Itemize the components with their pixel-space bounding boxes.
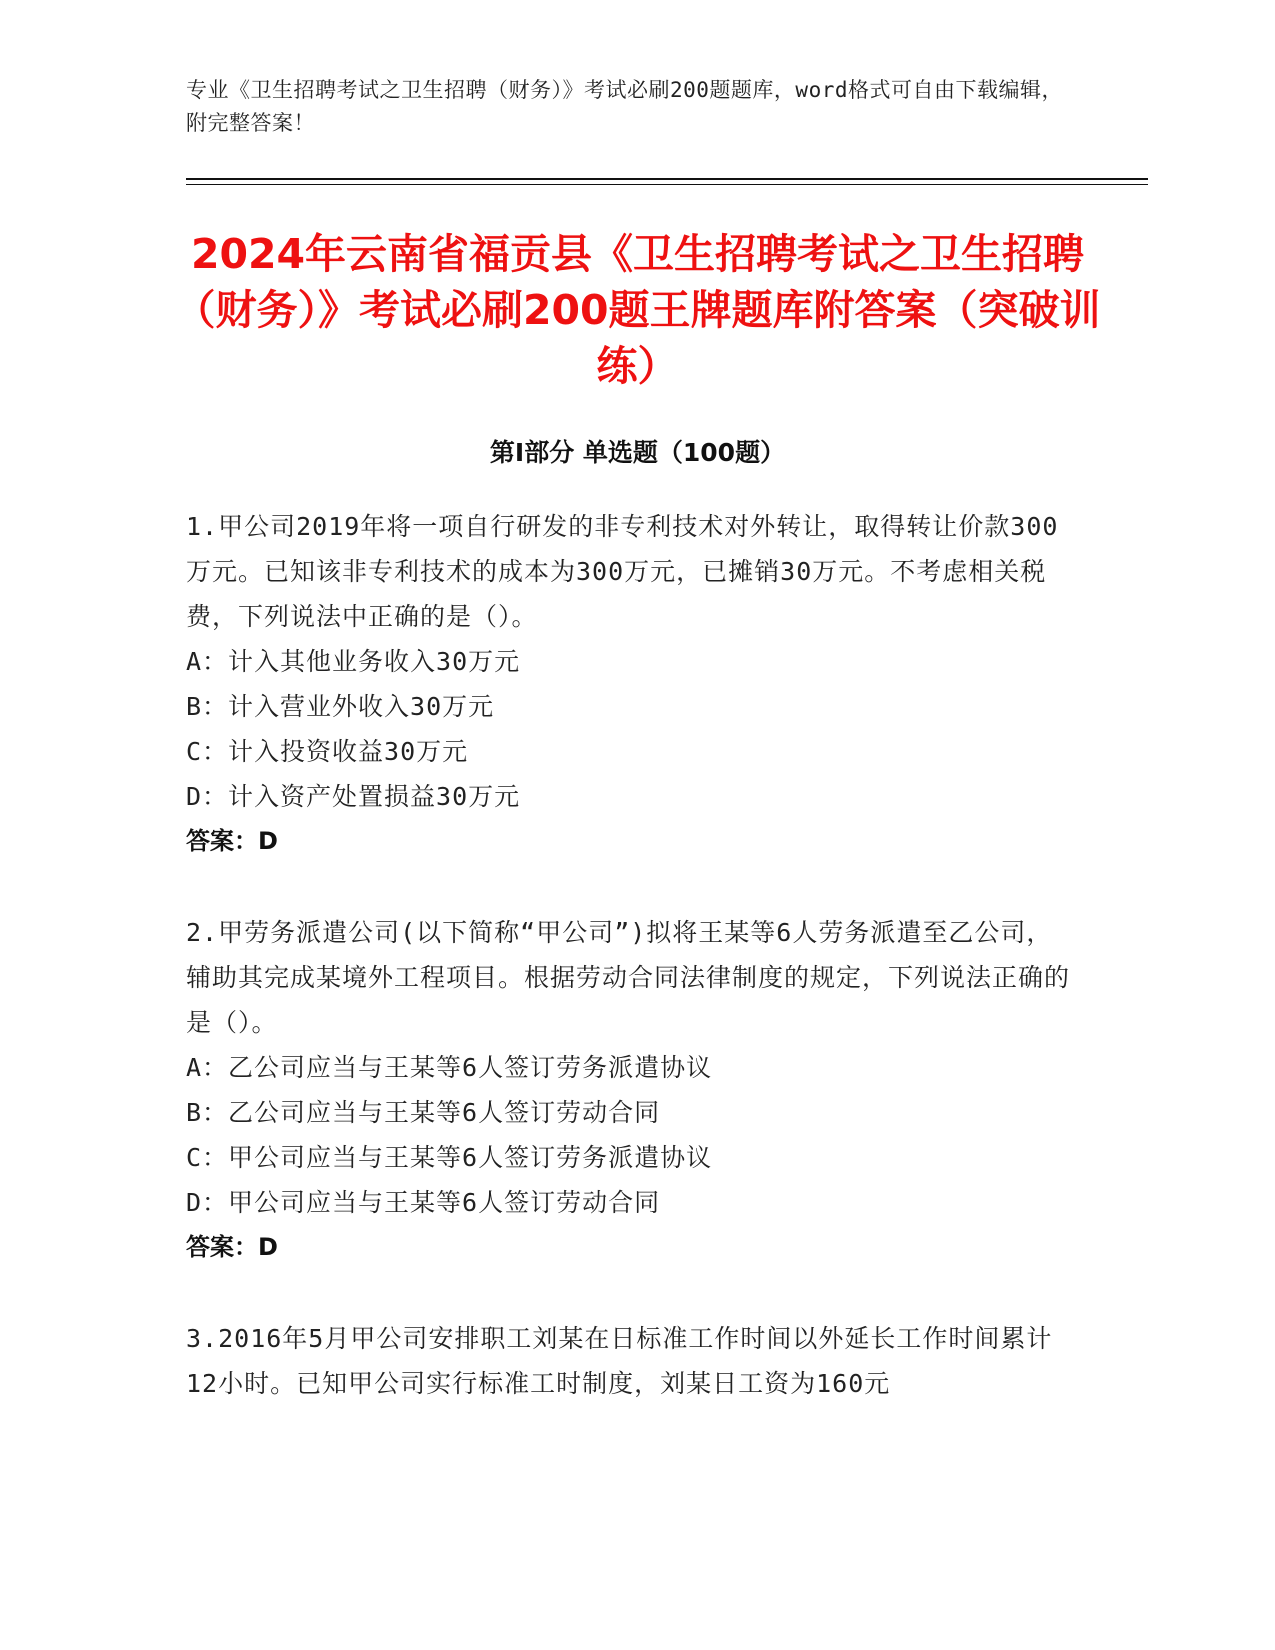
header-note: 专业《卫生招聘考试之卫生招聘（财务）》考试必刷200题题库，word格式可自由下载编辑，附完整答案！ xyxy=(186,78,1063,135)
question-stem: 2.甲劳务派遣公司(以下简称“甲公司”)拟将王某等6人劳务派遣至乙公司，辅助其完成某境外工程项目。根据劳动合同法律制度的规定，下列说法正确的是（）。 xyxy=(186,918,1071,1037)
header-rule-thick xyxy=(186,178,1148,180)
answer-label: 答案：D xyxy=(186,827,278,855)
option-a: A：计入其他业务收入30万元 xyxy=(186,647,521,676)
answer-label: 答案：D xyxy=(186,1233,278,1261)
question-stem: 3.2016年5月甲公司安排职工刘某在日标准工作时间以外延长工作时间累计12小时。已知甲公司实行标准工时制度，刘某日工资为160元 xyxy=(186,1324,1053,1398)
option-c: C：计入投资收益30万元 xyxy=(186,737,469,766)
option-d: D：计入资产处置损益30万元 xyxy=(186,782,521,811)
option-b: B：乙公司应当与王某等6人签订劳动合同 xyxy=(186,1098,661,1127)
document-title: 2024年云南省福贡县《卫生招聘考试之卫生招聘（财务）》考试必刷200题王牌题库附答案（突破训练） xyxy=(174,230,1101,390)
question-1 xyxy=(186,504,1076,864)
option-c: C：甲公司应当与王某等6人签订劳务派遣协议 xyxy=(186,1143,713,1172)
option-a: A：乙公司应当与王某等6人签订劳务派遣协议 xyxy=(186,1053,713,1082)
option-b: B：计入营业外收入30万元 xyxy=(186,692,495,721)
question-stem: 1.甲公司2019年将一项自行研发的非专利技术对外转让，取得转让价款300万元。已知该非专利技术的成本为300万元，已摊销30万元。不考虑相关税费，下列说法中正确的是（）。 xyxy=(186,512,1059,631)
option-d: D：甲公司应当与王某等6人签订劳动合同 xyxy=(186,1188,661,1217)
header-rule-thin xyxy=(186,184,1148,185)
section-heading: 第Ⅰ部分 单选题（100题） xyxy=(489,438,786,467)
question-2 xyxy=(186,910,1076,1270)
question-3 xyxy=(186,1316,1076,1406)
